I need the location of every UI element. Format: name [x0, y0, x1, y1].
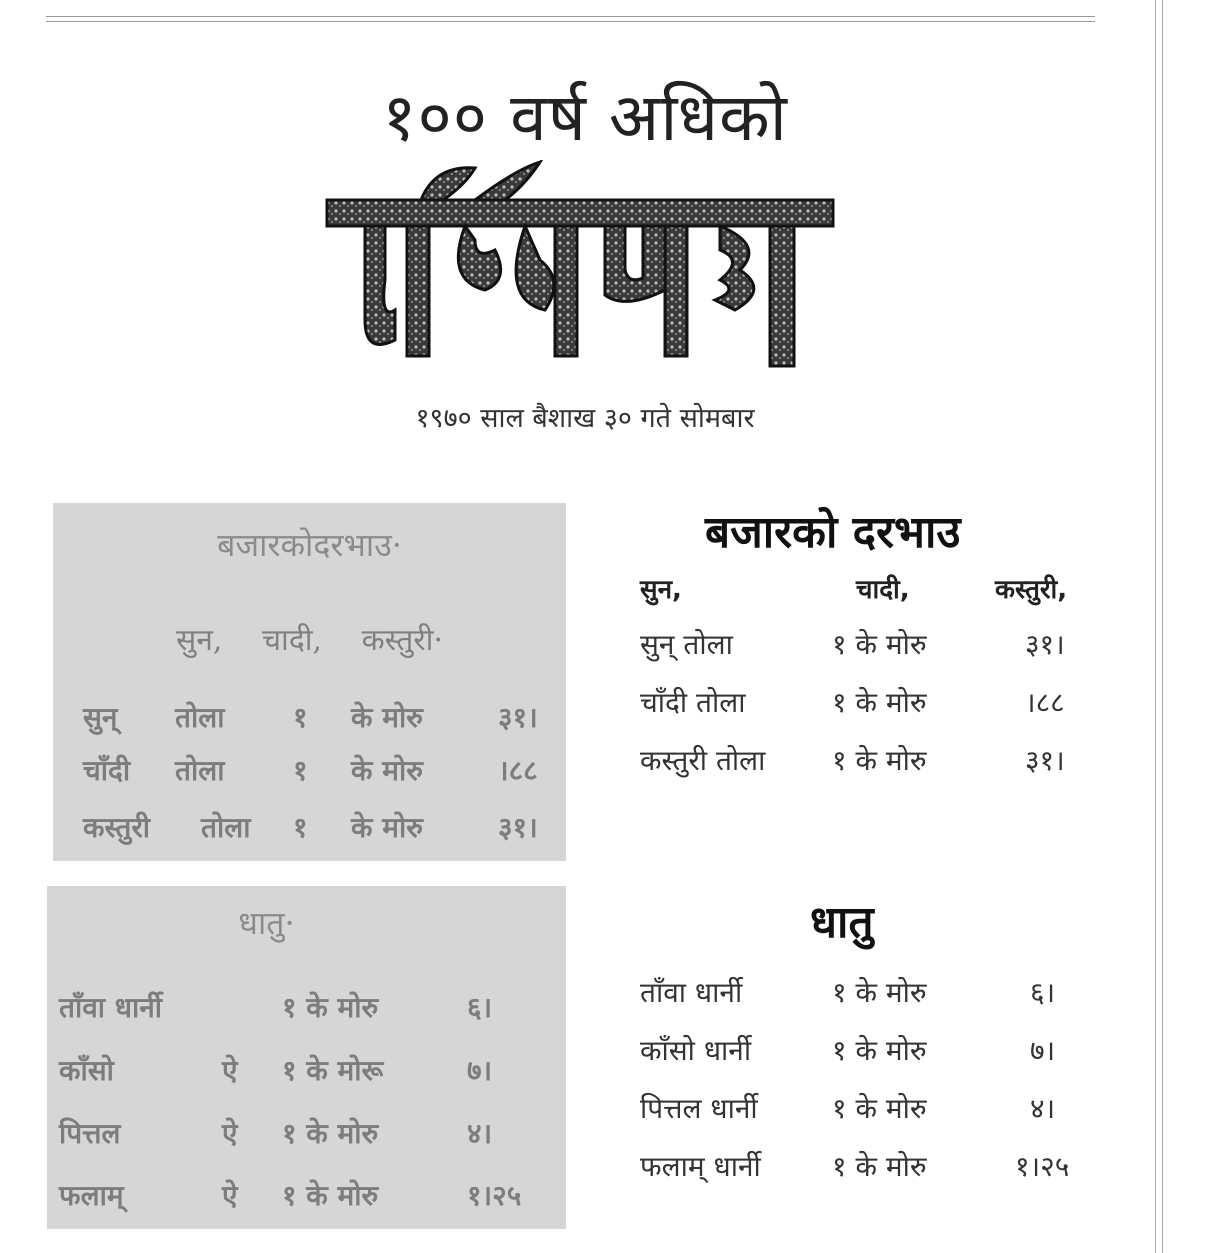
row-item: पित्तल धार्नी [640, 1092, 758, 1125]
scan-cell: ।८८ [498, 754, 538, 787]
dhatu-row [0, 1089, 1160, 1135]
bazar-row [0, 741, 1160, 787]
row-qty: १ के मोरु [832, 976, 927, 1009]
scan-cell: १ [293, 811, 308, 844]
scan-cell: १ [293, 754, 308, 787]
dhatu-row [0, 1147, 1160, 1193]
scan-cell: ६। [467, 991, 493, 1024]
bazar-title: बजारको दरभाउ [705, 507, 961, 558]
scanned-bazar-clipping [53, 503, 566, 861]
scan-cell: पित्तल [59, 1117, 121, 1150]
dateline: १९७० साल बैशाख ३० गते सोमबार [415, 403, 755, 434]
scan-cell: ऐ [222, 1054, 238, 1087]
scan-cell: १ [293, 701, 308, 734]
scan-cell: १ के मोरु [282, 1117, 379, 1150]
row-rate: ७। [1030, 1034, 1056, 1067]
row-rate: ४। [1030, 1092, 1056, 1125]
scan-cell: तोला [201, 811, 251, 844]
scan-cell: ऐ [222, 1117, 238, 1150]
row-item: ताँवा धार्नी [640, 976, 743, 1009]
row-rate: ३१। [1025, 628, 1065, 661]
row-qty: १ के मोरु [832, 1150, 927, 1183]
scan-cell: कस्तुरी [83, 811, 151, 844]
col-header-kasturi: कस्तुरी, [995, 575, 1068, 605]
scan-cell: ताँवा धार्नी [59, 991, 163, 1024]
row-qty: १ के मोरु [832, 686, 927, 719]
scan-cell: तोला [175, 701, 225, 734]
scan-cell: काँसो [59, 1054, 114, 1087]
scan-cell: ऐ [222, 1179, 238, 1212]
scan-cell: १।२५ [467, 1179, 522, 1212]
dhatu-row [0, 973, 1160, 1019]
headline: १०० वर्ष अधिको [382, 79, 788, 156]
row-qty: १ के मोरु [832, 744, 927, 777]
dhatu-row [0, 1031, 1160, 1077]
row-rate: ।८८ [1025, 686, 1065, 719]
col-header-sun: सुन, [640, 575, 682, 605]
scan-cell: १ के मोरु [282, 1179, 379, 1212]
scan-cell: ३१। [498, 701, 538, 734]
row-qty: १ के मोरु [832, 628, 927, 661]
scan-cell: १ के मोरु [282, 991, 379, 1024]
scan-bazar-title: बजारकोदरभाउ· [217, 526, 402, 564]
row-rate: ६। [1030, 976, 1056, 1009]
scan-cell: ४। [467, 1117, 493, 1150]
scan-cell: सुन् [83, 701, 118, 734]
masthead-logo [325, 160, 845, 375]
bazar-row [0, 683, 1160, 729]
scan-cell: चाँदी [83, 754, 131, 787]
row-item: काँसो धार्नी [640, 1034, 752, 1067]
scan-cell: १ के मोरू [282, 1054, 384, 1087]
row-item: सुन् तोला [640, 628, 733, 661]
dhatu-title: धातु [810, 897, 874, 948]
bazar-row [0, 625, 1160, 671]
row-qty: १ के मोरु [832, 1034, 927, 1067]
scan-cell: ३१। [498, 811, 538, 844]
scan-bazar-headers: सुन, चादी, कस्तुरी· [176, 623, 443, 658]
scan-cell: फलाम् [59, 1179, 124, 1212]
col-header-chadi: चादी, [856, 575, 910, 605]
row-rate: ३१। [1025, 744, 1065, 777]
scan-cell: के मोरु [351, 701, 423, 734]
scan-cell: तोला [175, 754, 225, 787]
scan-cell: के मोरु [351, 811, 423, 844]
top-rule [46, 16, 1095, 22]
row-item: कस्तुरी तोला [640, 744, 766, 777]
row-qty: १ के मोरु [832, 1092, 927, 1125]
scan-dhatu-title: धातु· [238, 904, 295, 942]
row-rate: १।२५ [1015, 1150, 1070, 1183]
row-item: फलाम् धार्नी [640, 1150, 761, 1183]
scan-cell: के मोरु [351, 754, 423, 787]
row-item: चाँदी तोला [640, 686, 746, 719]
scan-cell: ७। [467, 1054, 493, 1087]
